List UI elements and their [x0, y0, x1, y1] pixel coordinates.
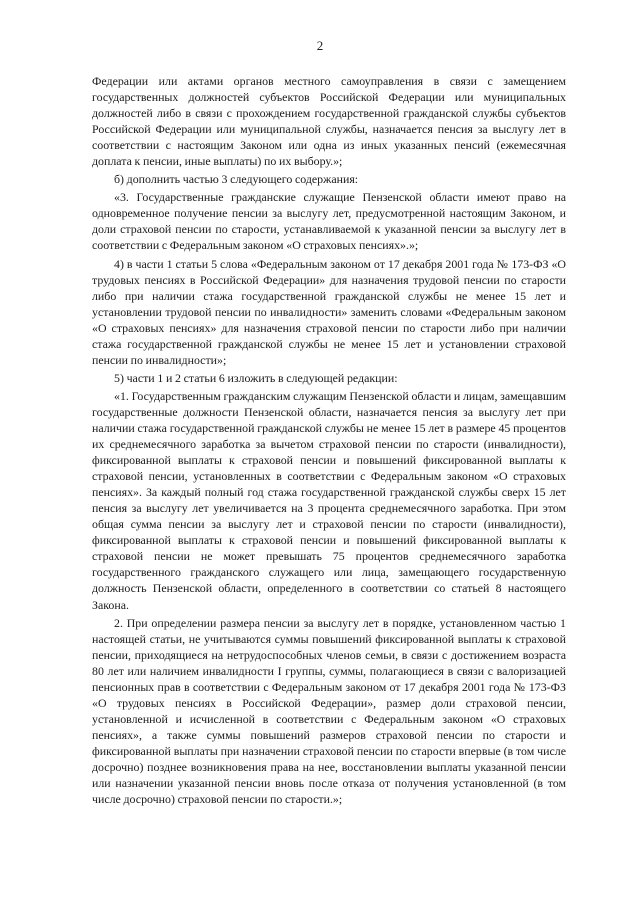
- paragraph-continuation: Федерации или актами органов местного самоуправления в связи с замещением государственных должностей субъектов Российской Федерации или муниципальных должностей либо в связи с прохождением государственной гражданской службы субъектов Российской Федерации или муниципальной службы, назначается пенсия за выслугу лет в соответствии с настоящим Законом или одна из иных указанных пенсий (ежемесячная доплата к пенсии, иные выплаты) по их выбору.»;: [92, 74, 566, 169]
- document-body: [92, 73, 566, 809]
- paragraph-part-2: 2. При определении размера пенсии за выслугу лет в порядке, установленном частью 1 настоящей статьи, не учитываются суммы повышений фиксированной выплаты к страховой пенсии, приходящиеся на нетрудоспособных членов семьи, в связи с достижением возраста 80 лет или наличием инвалидности I группы, суммы, полагающиеся в связи с валоризацией пенсионных прав в соответствии с Федеральным законом от 17 декабря 2001 года № 173-ФЗ «О трудовых пенсиях в Российской Федерации», размер доли страховой пенсии, установленной и исчисленной в соответствии с Федеральным законом «О страховых пенсиях», а также суммы повышений размеров страховой пенсии по старости и фиксированной выплаты при назначении страховой пенсии по старости впервые (в том числе досрочно) позднее возникновения права на нее, восстановлении выплаты указанной пенсии или назначении указанной пенсии вновь после отказа от получения установленной (в том числе досрочно) страховой пенсии по старости.»;: [92, 615, 566, 807]
- page-number: 2: [316, 38, 324, 53]
- paragraph-item-b: б) дополнить частью 3 следующего содержания:: [114, 172, 359, 187]
- paragraph-item-4: 4) в части 1 статьи 5 слова «Федеральным законом от 17 декабря 2001 года № 173-ФЗ «О трудовых пенсиях в Российской Федерации» для назначения трудовой пенсии по старости либо при наличии стажа государственной гражданской службы не менее 15 лет и установлении трудовой пенсии по инвалидности» заменить словами «Федеральным законом «О страховых пенсиях» для назначения страховой пенсии по старости либо при наличии стажа государственной гражданской службы не менее 15 лет и установлении страховой пенсии по инвалидности»;: [92, 256, 566, 367]
- paragraph-part-1: «1. Государственным гражданским служащим Пензенской области и лицам, замещавшим государственные должности Пензенской области, назначается пенсия за выслугу лет при наличии стажа государственной гражданской службы не менее 15 лет в размере 45 процентов их среднемесячного заработка за вычетом страховой пенсии по старости (инвалидности), фиксированной выплаты к страховой пенсии и повышений фиксированной выплаты к страховой пенсии, установленных в соответствии с Федеральным законом «О страховых пенсиях». За каждый полный год стажа государственной гражданской службы сверх 15 лет пенсия за выслугу лет увеличивается на 3 процента среднемесячного заработка. При этом общая сумма пенсии за выслугу лет и страховой пенсии по старости (инвалидности), фиксированной выплаты к страховой пенсии и повышений фиксированной выплаты к страховой пенсии не может превышать 75 процентов среднемесячного заработка государственного гражданского служащего или лица, замещающего государственную должность Пензенской области, определенного в соответствии со статьей 8 настоящего Закона.: [92, 388, 566, 612]
- paragraph-part-3: «3. Государственные гражданские служащие Пензенской области имеют право на одновременное получение пенсии за выслугу лет, предусмотренной настоящим Законом, и доли страховой пенсии по старости, устанавливаемой к указанной пенсии за выслугу лет в соответствии с Федеральным законом «О страховых пенсиях».»;: [92, 190, 566, 253]
- paragraph-item-5: 5) части 1 и 2 статьи 6 изложить в следующей редакции:: [114, 370, 398, 385]
